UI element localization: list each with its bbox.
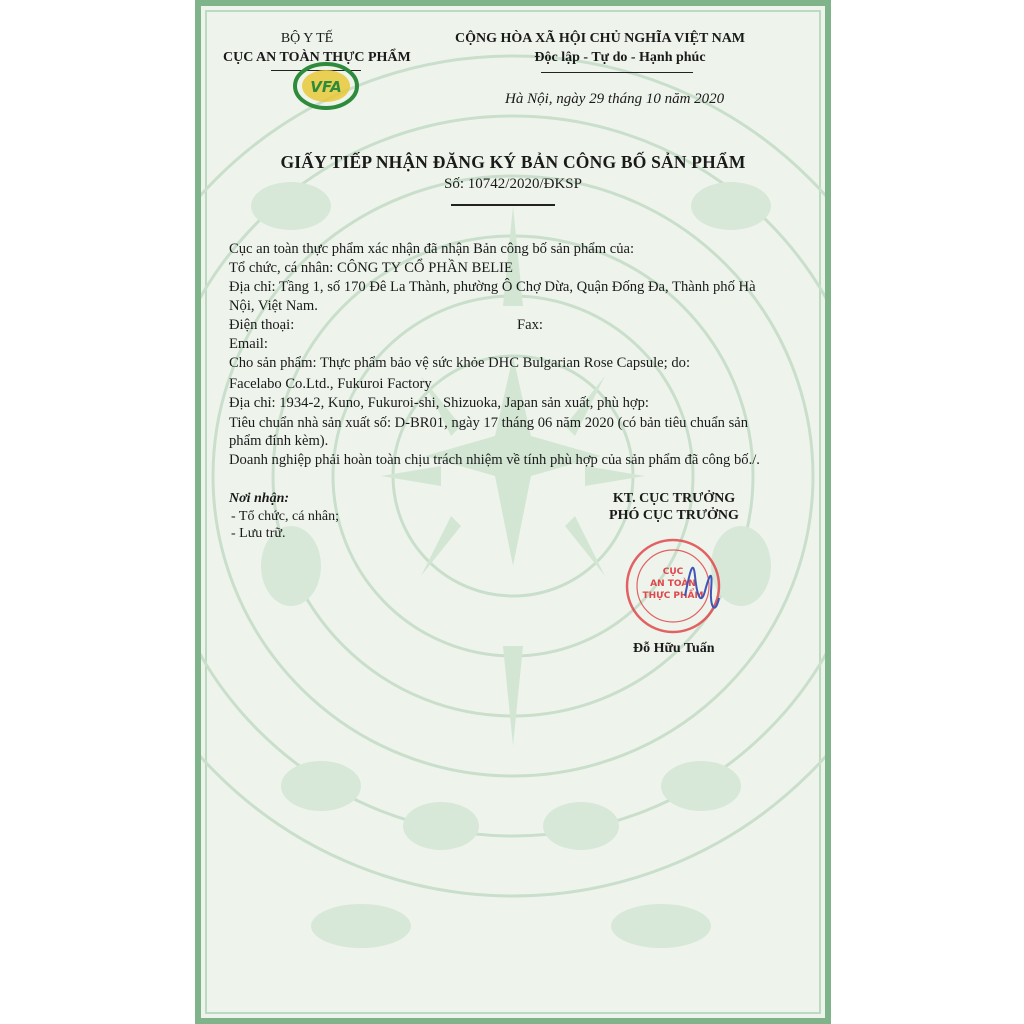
seal-line-1: CỤC: [662, 567, 684, 577]
title-underline: [451, 204, 555, 206]
agency-name: CỤC AN TOÀN THỰC PHẨM: [223, 50, 411, 65]
recipient-item: - Tổ chức, cá nhân;: [231, 509, 340, 524]
state-motto: Độc lập - Tự do - Hạnh phúc: [534, 50, 706, 65]
vfa-logo: [293, 62, 359, 110]
recipients-heading: Nơi nhận:: [229, 491, 290, 506]
motto-underline: [541, 72, 693, 73]
issue-date: Hà Nội, ngày 29 tháng 10 năm 2020: [505, 91, 725, 107]
document-number: Số: 10742/2020/ĐKSP: [444, 176, 582, 192]
body-intro: Cục an toàn thực phẩm xác nhận đã nhận Bản công bố sản phẩm của:: [229, 241, 635, 257]
recipient-item: - Lưu trữ.: [231, 526, 286, 541]
document-title: GIẤY TIẾP NHẬN ĐĂNG KÝ BẢN CÔNG BỐ SẢN PHẨM: [280, 152, 746, 172]
signatory-name: Đỗ Hữu Tuấn: [633, 641, 715, 656]
signature-for-line: KT. CỤC TRƯỞNG: [612, 491, 736, 506]
body-standard-line-1: Tiêu chuẩn nhà sản xuất số: D-BR01, ngày 17 tháng 06 năm 2020 (có bản tiêu chuẩn sản: [229, 415, 749, 431]
body-product-line-2: Facelabo Co.Ltd., Fukuroi Factory: [229, 376, 432, 392]
body-address-line-1: Địa chỉ: Tầng 1, số 170 Đê La Thành, phường Ô Chợ Dừa, Quận Đống Đa, Thành phố Hà: [229, 279, 756, 295]
body-standard-line-2: phẩm đính kèm).: [229, 433, 329, 449]
body-fax: Fax:: [517, 317, 543, 333]
vfa-logo-text: VFA: [310, 78, 342, 96]
certificate-page: [195, 0, 831, 1024]
seal-line-2: AN TOÀN: [650, 579, 696, 589]
body-maker-address: Địa chỉ: 1934-2, Kuno, Fukuroi-shi, Shizuoka, Japan sản xuất, phù hợp:: [229, 395, 649, 411]
official-seal: [623, 536, 731, 636]
body-responsibility: Doanh nghiệp phải hoàn toàn chịu trách nhiệm về tính phù hợp của sản phẩm đã công bố./.: [229, 452, 760, 468]
body-email: Email:: [229, 336, 268, 352]
body-organization: Tổ chức, cá nhân: CÔNG TY CỔ PHẦN BELIE: [229, 260, 513, 276]
body-phone: Điện thoại:: [229, 317, 295, 333]
signature-title: PHÓ CỤC TRƯỞNG: [609, 508, 739, 523]
state-name: CỘNG HÒA XÃ HỘI CHỦ NGHĨA VIỆT NAM: [455, 31, 746, 46]
body-address-line-2: Nội, Việt Nam.: [229, 298, 318, 314]
ministry-name: BỘ Y TẾ: [280, 31, 334, 46]
seal-line-3: THỰC PHẨM: [642, 591, 704, 601]
body-product-line-1: Cho sản phẩm: Thực phẩm bảo vệ sức khỏe DHC Bulgarian Rose Capsule; do:: [229, 355, 690, 371]
